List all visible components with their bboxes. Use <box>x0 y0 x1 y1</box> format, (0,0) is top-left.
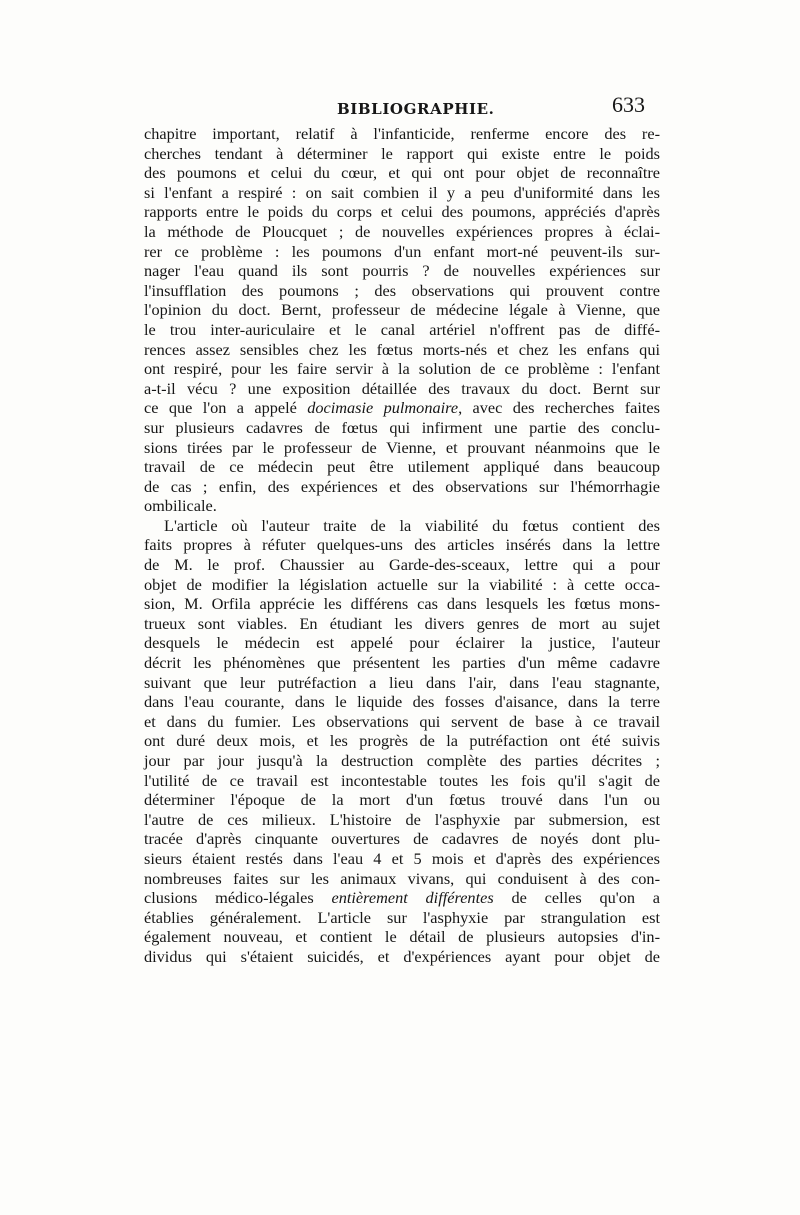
text-line: ce que l'on a appelé docimasie pulmonaire, avec des recherches faites <box>144 398 660 418</box>
text-line: jour par jour jusqu'à la destruction complète des parties décrites ; <box>144 751 660 770</box>
text-line: L'article où l'auteur traite de la viabilité du fœtus contient des <box>164 515 660 535</box>
text-line: et dans du fumier. Les observations qui servent de base à ce travail <box>144 711 660 731</box>
text-line: décrit les phénomènes que présentent les parties d'un même cadavre <box>144 653 660 673</box>
text-line: ombilicale. <box>144 496 217 516</box>
text-line: de M. le prof. Chaussier au Garde-des-sceaux, lettre qui a pour <box>144 555 660 575</box>
text-line: des poumons et celui du cœur, et qui ont pour objet de reconnaître <box>144 163 660 183</box>
body-text <box>144 124 660 967</box>
text-line: nombreuses faites sur les animaux vivans, qui conduisent à des con- <box>144 868 660 888</box>
text-line: dividus qui s'étaient suicidés, et d'expériences ayant pour objet de <box>144 946 660 966</box>
paragraph-1 <box>144 124 660 516</box>
text-line: nager l'eau quand ils sont pourris ? de nouvelles expériences sur <box>144 261 660 281</box>
text-line: l'autre de ces milieux. L'histoire de l'asphyxie par submersion, est <box>144 809 660 829</box>
text-line: sur plusieurs cadavres de fœtus qui infirment une partie des conclu- <box>144 417 660 437</box>
page-number: 633 <box>612 92 645 117</box>
text-line: cherches tendant à déterminer le rapport qui existe entre le poids <box>144 143 660 163</box>
text-line: suivant que leur putréfaction a lieu dans l'air, dans l'eau stagnante, <box>144 672 660 692</box>
emphasis: entièrement différentes <box>331 888 494 908</box>
text-line: le trou inter-auriculaire et le canal artériel n'offrent pas de diffé- <box>144 319 660 339</box>
text-line: trueux sont viables. En étudiant les divers genres de mort au sujet <box>144 613 660 633</box>
text-line: de cas ; enfin, des expériences et des observations sur l'hémorrhagie <box>144 476 660 496</box>
text-line: déterminer l'époque de la mort d'un fœtus trouvé dans l'un ou <box>144 790 660 810</box>
text-line: sions tirées par le professeur de Vienne, et prouvant néanmoins que le <box>144 437 660 457</box>
text-line: clusions médico-légales entièrement différentes de celles qu'on a <box>144 888 660 908</box>
text-line: travail de ce médecin peut être utilement appliqué dans beaucoup <box>144 457 660 477</box>
text-line: également nouveau, et contient le détail de plusieurs autopsies d'in- <box>144 927 660 947</box>
text-line: rer ce problème : les poumons d'un enfant mort-né peuvent-ils sur- <box>144 241 660 261</box>
text-line: rapports entre le poids du corps et celui des poumons, appréciés d'après <box>144 202 660 222</box>
text-line: faits propres à réfuter quelques-uns des articles insérés dans la lettre <box>144 535 660 555</box>
paragraph-2 <box>144 516 660 967</box>
text-line: l'opinion du doct. Bernt, professeur de médecine légale à Vienne, que <box>144 300 660 320</box>
text-line: tracée d'après cinquante ouvertures de cadavres de noyés dont plu- <box>144 829 660 849</box>
running-title: BIBLIOGRAPHIE. <box>337 100 495 118</box>
text-line: a-t-il vécu ? une exposition détaillée des travaux du doct. Bernt sur <box>144 378 660 398</box>
text-line: desquels le médecin est appelé pour éclairer la justice, l'auteur <box>144 633 660 653</box>
text-line: l'insufflation des poumons ; des observations qui prouvent contre <box>144 280 660 300</box>
text-line: la méthode de Ploucquet ; de nouvelles expériences propres à éclai- <box>144 221 660 241</box>
text-line: l'utilité de ce travail est incontestable toutes les fois qu'il s'agit de <box>144 770 660 790</box>
text-line: chapitre important, relatif à l'infanticide, renferme encore des re- <box>144 124 660 143</box>
text-line: sion, M. Orfila apprécie les différens cas dans lesquels les fœtus mons- <box>144 594 660 614</box>
text-line: dans l'eau courante, dans le liquide des fosses d'aisance, dans la terre <box>144 692 660 712</box>
text-line: établies généralement. L'article sur l'asphyxie par strangulation est <box>144 907 660 927</box>
text-line: ont duré deux mois, et les progrès de la putréfaction ont été suivis <box>144 731 660 751</box>
text-line: sieurs étaient restés dans l'eau 4 et 5 mois et d'après des expériences <box>144 848 660 868</box>
text-line: ont respiré, pour les faire servir à la solution de ce problème : l'enfant <box>144 359 660 379</box>
text-line: rences assez sensibles chez les fœtus morts-nés et chez les enfans qui <box>144 339 660 359</box>
text-line: objet de modifier la législation actuelle sur la viabilité : à cette occa- <box>144 574 660 594</box>
text-line: si l'enfant a respiré : on sait combien il y a peu d'uniformité dans les <box>144 182 660 202</box>
emphasis: docimasie pulmonaire <box>307 398 459 418</box>
